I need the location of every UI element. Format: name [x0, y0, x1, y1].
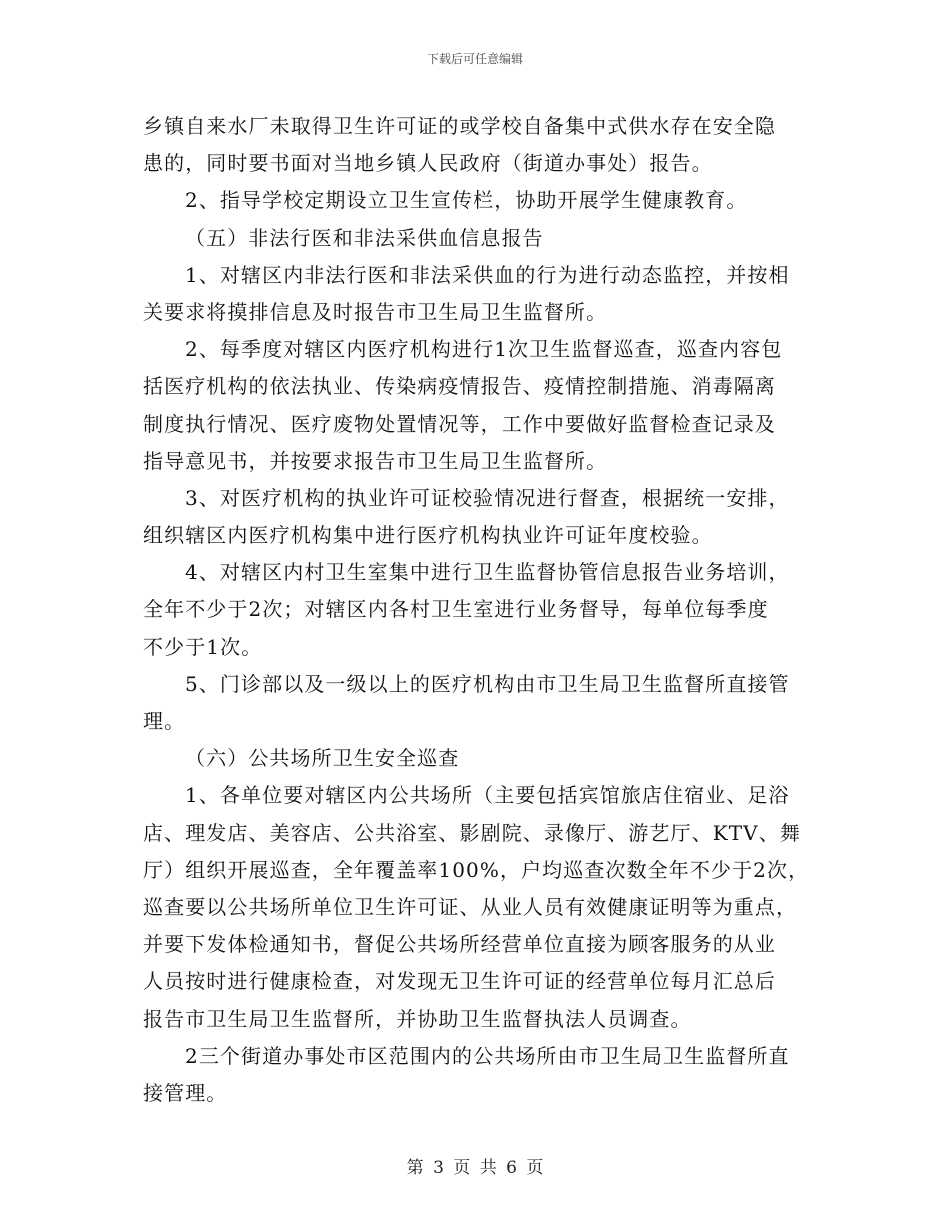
text-line: 不少于1次。	[143, 634, 263, 659]
text-line: 全年不少于2次；对辖区内各村卫生室进行业务督导，每单位每季度	[143, 597, 769, 622]
text-line: 报告市卫生局卫生监督所，并协助卫生监督执法人员调查。	[143, 1006, 692, 1031]
section-heading: （五）非法行医和非法采供血信息报告	[185, 225, 544, 250]
text-line: 厅）组织开展巡查，全年覆盖率100%，户均巡查次数全年不少于2次，	[143, 857, 810, 882]
text-line: 患的，同时要书面对当地乡镇人民政府（街道办事处）报告。	[143, 151, 713, 176]
text-line: 指导意见书，并按要求报告市卫生局卫生监督所。	[143, 448, 608, 473]
text-line: 1、对辖区内非法行医和非法采供血的行为进行动态监控，并按相	[185, 262, 790, 287]
text-line: 制度执行情况、医疗废物处置情况等，工作中要做好监督检查记录及	[143, 411, 776, 436]
text-line: 乡镇自来水厂未取得卫生许可证的或学校自备集中式供水存在安全隐	[143, 114, 776, 138]
text-line: 括医疗机构的依法执业、传染病疫情报告、疫情控制措施、消毒隔离	[143, 374, 776, 399]
text-line: 3、对医疗机构的执业许可证校验情况进行督查，根据统一安排，	[185, 485, 790, 510]
text-line: 人员按时进行健康检查，对发现无卫生许可证的经营单位每月汇总后	[143, 969, 776, 994]
page-footer: 第 3 页 共 6 页	[406, 1158, 544, 1178]
text-line: 5、门诊部以及一级以上的医疗机构由市卫生局卫生监督所直接管	[185, 671, 790, 696]
page-header: 下载后可任意编辑	[426, 52, 523, 66]
text-line: 组织辖区内医疗机构集中进行医疗机构执业许可证年度校验。	[143, 523, 713, 548]
text-line: 关要求将摸排信息及时报告市卫生局卫生监督所。	[143, 299, 608, 324]
text-line: 2、指导学校定期设立卫生宣传栏，协助开展学生健康教育。	[185, 188, 748, 213]
text-line: 并要下发体检通知书，督促公共场所经营单位直接为顾客服务的从业	[143, 932, 776, 957]
text-line: 巡查要以公共场所单位卫生许可证、从业人员有效健康证明等为重点，	[143, 894, 798, 919]
text-line: 店、理发店、美容店、公共浴室、影剧院、录像厅、游艺厅、KTV、舞	[143, 820, 801, 845]
text-line: 接管理。	[143, 1080, 228, 1105]
text-line: 2、每季度对辖区内医疗机构进行1次卫生监督巡查，巡查内容包	[185, 337, 783, 362]
text-line: 2三个街道办事处市区范围内的公共场所由市卫生局卫生监督所直	[185, 1043, 790, 1068]
document-body	[143, 108, 813, 1112]
section-heading: （六）公共场所卫生安全巡查	[185, 746, 460, 771]
text-line: 1、各单位要对辖区内公共场所（主要包括宾馆旅店住宿业、足浴	[185, 783, 790, 808]
text-line: 理。	[143, 709, 186, 733]
text-line: 4、对辖区内村卫生室集中进行卫生监督协管信息报告业务培训，	[185, 560, 790, 585]
